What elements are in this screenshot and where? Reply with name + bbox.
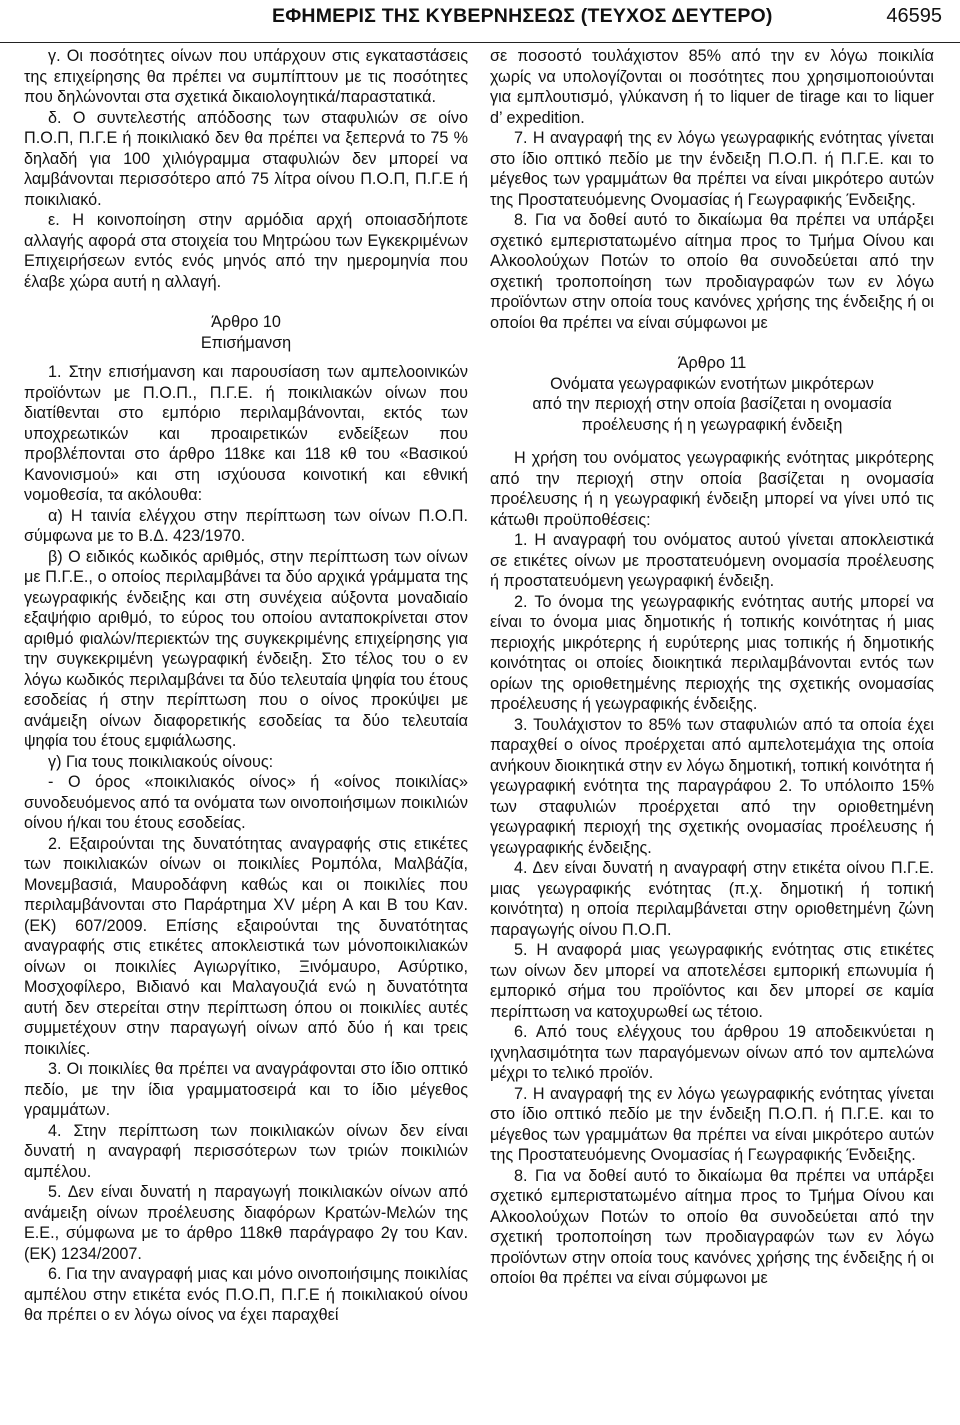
- article-11-paragraph-2: 2. Το όνομα της γεωγραφικής ενότητας αυτής μπορεί να είναι το όνομα μιας δημοτικής ή τοπικής κοινότητας ή μιας περιοχής μικρότερης ή ευρύτερης μιας τοπικής ή δημοτικής κοινότητας οι οποίες διοικητικά περιλαμβάνονται εντός των ορίων της οριοθετημένης περιοχής της σχετικής ονομασίας προέλευσης ή γεωγραφικής ένδειξης.: [490, 592, 934, 713]
- paragraph-gamma: γ. Οι ποσότητες οίνων που υπάρχουν στις εγκαταστάσεις της επιχείρησης θα πρέπει να συμπίπτουν με τις ποσότητες που δηλώνονται στα σχετικά δικαιολογητικά/παραστατικά.: [24, 47, 468, 106]
- article-11-paragraph-7: 7. Η αναγραφή της εν λόγω γεωγραφικής ενότητας γίνεται στο ίδιο οπτικό πεδίο με την ένδειξη Π.Ο.Π. ή Π.Γ.Ε. και το μέγεθος των γραμμάτων θα πρέπει να είναι μικρότερο αυτών της Προστατευόμενης Ονομασίας ή Γεωγραφικής Ένδειξης.: [490, 1084, 934, 1164]
- paragraph-epsilon: ε. Η κοινοποίηση στην αρμόδια αρχή οποιασδήποτε αλλαγής αφορά στα στοιχεία του Μητρώου των Εγκεκριμένων Επιχειρήσεων εντός ενός μηνός από την ημερομηνία που έλαβε χώρα αυτή η αλλαγή.: [24, 211, 468, 291]
- right-column: [490, 42, 934, 1289]
- article-11-paragraph-3: 3. Τουλάχιστον το 85% των σταφυλιών από τα οποία έχει παραχθεί ο οίνος προέρχεται από αμπελοτεμάχια της οποία ανήκουν διοικητικά στην εν λόγω δημοτική, τοπική κοινότητα ή γεωγραφική ενότητα της παραγράφου 2. Το υπόλοιπο 15% των σταφυλιών προέρχεται από την οριοθετημένη γεωγραφική περιοχή της σχετικής ονομασίας προέλευσης ή γεωγραφικής ένδειξης.: [490, 715, 934, 857]
- paragraph-6-continued: σε ποσοστό τουλάχιστον 85% από την εν λόγω ποικιλία χωρίς να υπολογίζονται οι ποσότητες που χρησιμοποιούνται για εμπλουτισμό, γλύκανση ή το liquer de tirage και το liquer d’ expedition.: [490, 47, 934, 127]
- paragraph-1c: γ) Για τους ποικιλιακούς οίνους:: [48, 752, 274, 771]
- article-10-title: Επισήμανση: [200, 333, 292, 352]
- article-11-paragraph-1: 1. Η αναγραφή του ονόματος αυτού γίνεται αποκλειστικά σε ετικέτες οίνων με προστατευόμενη ονομασία προέλευσης ή προστατευόμενη γεωγραφική ένδειξη.: [490, 531, 934, 590]
- article-11-number: Άρθρο 11: [677, 354, 747, 372]
- paragraph-6: 6. Για την αναγραφή μιας και μόνο οινοποιήσιμης ποικιλίας αμπέλου στην ετικέτα ενός Π.Ο.Π, Π.Γ.Ε ή ποικιλιακού οίνου θα πρέπει ο εν λόγω οίνος να έχει παραχθεί: [24, 1265, 468, 1324]
- paragraph-5: 5. Δεν είναι δυνατή η παραγωγή ποικιλιακών οίνων από ανάμειξη οίνων προέλευσης διαφόρων Κρατών-Μελών της Ε.Ε., σύμφωνα με το άρθρο 118κθ παράγραφο 2γ του Καν.(ΕΚ) 1234/2007.: [24, 1183, 468, 1263]
- paragraph-3: 3. Οι ποικιλίες θα πρέπει να αναγράφονται στο ίδιο οπτικό πεδίο, με την ίδια γραμματοσειρά και το ίδιο μέγεθος γραμμάτων.: [24, 1060, 468, 1119]
- left-column: [24, 42, 468, 1326]
- article-11-intro: Η χρήση του ονόματος γεωγραφικής ενότητας μικρότερης από την περιοχή στην οποία βασίζεται η ονομασία προέλευσης ή η γεωγραφική ένδειξη μπορεί να γίνει υπό τις κάτωθι προϋποθέσεις:: [490, 449, 934, 529]
- article-11-title-line-1: Ονόματα γεωγραφικών ενοτήτων μικρότερων: [550, 374, 874, 393]
- paragraph-1: 1. Στην επισήμανση και παρουσίαση των αμπελοοινικών προϊόντων με Π.Ο.Π., Π.Γ.Ε. ή ποικιλιακών οίνων που διατίθενται στο εμπόριο περιλαμβάνονται, εκτός των υποχρεωτικών και προαιρετικών ενδείξεων που προβλέπονται στο άρθρο 118κε και 118 κθ του «Βασικού Κανονισμού» και στη ισχύουσα κοινοτική και εθνική νομοθεσία, τα ακόλουθα:: [24, 363, 468, 504]
- article-11-paragraph-6: 6. Από τους ελέγχους του άρθρου 19 αποδεικνύεται η ιχνηλασιμότητα των παραγόμενων οίνων από τον αμπελώνα μέχρι το τελικό προϊόν.: [490, 1023, 934, 1082]
- paragraph-2: 2. Εξαιρούνται της δυνατότητας αναγραφής στις ετικέτες των ποικιλιακών οίνων οι ποικιλίες Ρομπόλα, Μαλβάζία, Μονεμβασιά, Μαυροδάφνη καθώς και οι ποικιλίες που περιλαμβάνονται στο Παράρτημα XV μέρη Α και Β του Καν. (ΕΚ) 607/2009. Επίσης εξαιρούνται της δυνατότητας αναγραφής στις ετικέτες αποκλειστικά των μόνοποικιλιακών οίνων οι ποικιλίες Αγιωργίτικο, Ξινόμαυρο, Ασύρτικο, Μοσχοφίλερο, Βιδιανό και Μαλαγουζιά ενώ η δυνατότητα αυτή δεν στερείται στην περίπτωση όπου οι ποικιλίες αυτές συμμετέχουν στην παραγωγή οίνων από δύο ή και τρεις ποικιλίες.: [24, 834, 468, 1058]
- journal-title: ΕΦΗΜΕΡΙΣ ΤΗΣ ΚΥΒΕΡΝΗΣΕΩΣ (ΤΕΥΧΟΣ ΔΕΥΤΕΡΟ): [272, 5, 773, 27]
- article-11-title-line-2: από την περιοχή στην οποία βασίζεται η ονομασία: [532, 395, 892, 413]
- paragraph-4: 4. Στην περίπτωση των ποικιλιακών οίνων δεν είναι δυνατή η αναγραφή περισσότερων των τριών ποικιλιών αμπέλου.: [24, 1121, 468, 1181]
- paragraph-1c-dash: - Ο όρος «ποικιλιακός οίνος» ή «οίνος ποικιλίας» συνοδευόμενος από τα ονόματα των οινοποιήσιμων ποικιλιών οίνου ή/και του έτους εσοδείας.: [24, 773, 469, 832]
- article-10-number: Άρθρο 10: [211, 313, 281, 331]
- paragraph-7: 7. Η αναγραφή της εν λόγω γεωγραφικής ενότητας γίνεται στο ίδιο οπτικό πεδίο με την ένδειξη Π.Ο.Π. ή Π.Γ.Ε. και το μέγεθος των γραμμάτων θα πρέπει να είναι μικρότερο αυτών της Προστατευόμενης Ονομασίας ή Γεωγραφικής Ένδειξης.: [490, 129, 934, 209]
- article-11-title-line-3: προέλευσης ή η γεωγραφική ένδειξη: [581, 415, 843, 434]
- page-header: [0, 0, 960, 43]
- paragraph-1a: α) Η ταινία ελέγχου στην περίπτωση των οίνων Π.Ο.Π. σύμφωνα με το Β.Δ. 423/1970.: [24, 506, 468, 545]
- page-number: 46595: [886, 5, 942, 27]
- article-11-paragraph-5: 5. Η αναφορά μιας γεωγραφικής ενότητας στις ετικέτες των οίνων δεν μπορεί να αποτελέσει εμπορική επωνυμία ή εμπορικό σήμα του προϊόντος και δεν μπορεί σε καμία περίπτωση να κατοχυρωθεί ως τέτοιο.: [490, 941, 934, 1021]
- paragraph-delta: δ. Ο συντελεστής απόδοσης των σταφυλιών σε οίνο Π.Ο.Π, Π.Γ.Ε ή ποικιλιακό δεν θα πρέπει να ξεπερνά το 75 % δηλαδή για 100 χιλιόγραμμα σταφυλιών δεν μπορεί να λαμβάνονται περισσότερο από 75 λίτρα οίνου Π.Ο.Π, Π.Γ.Ε ή ποικιλιακό.: [24, 108, 468, 209]
- paragraph-8: 8. Για να δοθεί αυτό το δικαίωμα θα πρέπει να υπάρξει σχετικό εμπεριστατωμένο αίτημα προς το Τμήμα Οίνου και Αλκοολούχων Ποτών το οποίο θα συνοδεύεται από την σχετική τροποποίηση των προδιαγραφών των εν λόγω προϊόντων στην οποία τους κανόνες χρήσης της ένδειξης ή οι οποίοι θα πρέπει να είναι σύμφωνοι με: [490, 211, 934, 332]
- paragraph-1b: β) Ο ειδικός κωδικός αριθμός, στην περίπτωση των οίνων με Π.Γ.Ε., ο οποίος περιλαμβάνει τα δύο αρχικά γράμματα της γεωγραφικής ένδειξης και στη συνέχεια αύξοντα μοναδιαίο εξαψήφιο αριθμό, το εύρος του οποίου ανταποκρίνεται στον αριθμό φιαλών/περιεκτών της συγκεκριμένης επιχείρησης για την συγκεκριμένη γεωγραφική ένδειξη. Στο τέλος του ο εν λόγω κωδικός περιλαμβάνει τα δύο τελευταία ψηφία του έτους εσοδείας ή στην περίπτωση που ο οίνος προκύψει με ανάμειξη οίνων διαφορετικής εσοδείας τα δύο τελευταία ψηφία του έτους εμφιάλωσης.: [24, 547, 468, 750]
- article-11-paragraph-4: 4. Δεν είναι δυνατή η αναγραφή στην ετικέτα οίνου Π.Γ.Ε. μιας γεωγραφικής ενότητας (π.χ. δημοτική ή τοπική κοινότητα) η οποία περιλαμβάνεται στην οριοθετημένη ζώνη παραγωγής οίνου Π.Ο.Π.: [490, 859, 934, 939]
- article-11-paragraph-8: 8. Για να δοθεί αυτό το δικαίωμα θα πρέπει να υπάρξει σχετικό εμπεριστατωμένο αίτημα προς το Τμήμα Οίνου και Αλκοολούχων Ποτών το οποίο θα συνοδεύεται από την σχετική τροποποίηση των προδιαγραφών των εν λόγω προϊόντων στην οποία τους κανόνες χρήσης της ένδειξης ή οι οποίοι θα πρέπει να είναι σύμφωνοι με: [490, 1166, 934, 1287]
